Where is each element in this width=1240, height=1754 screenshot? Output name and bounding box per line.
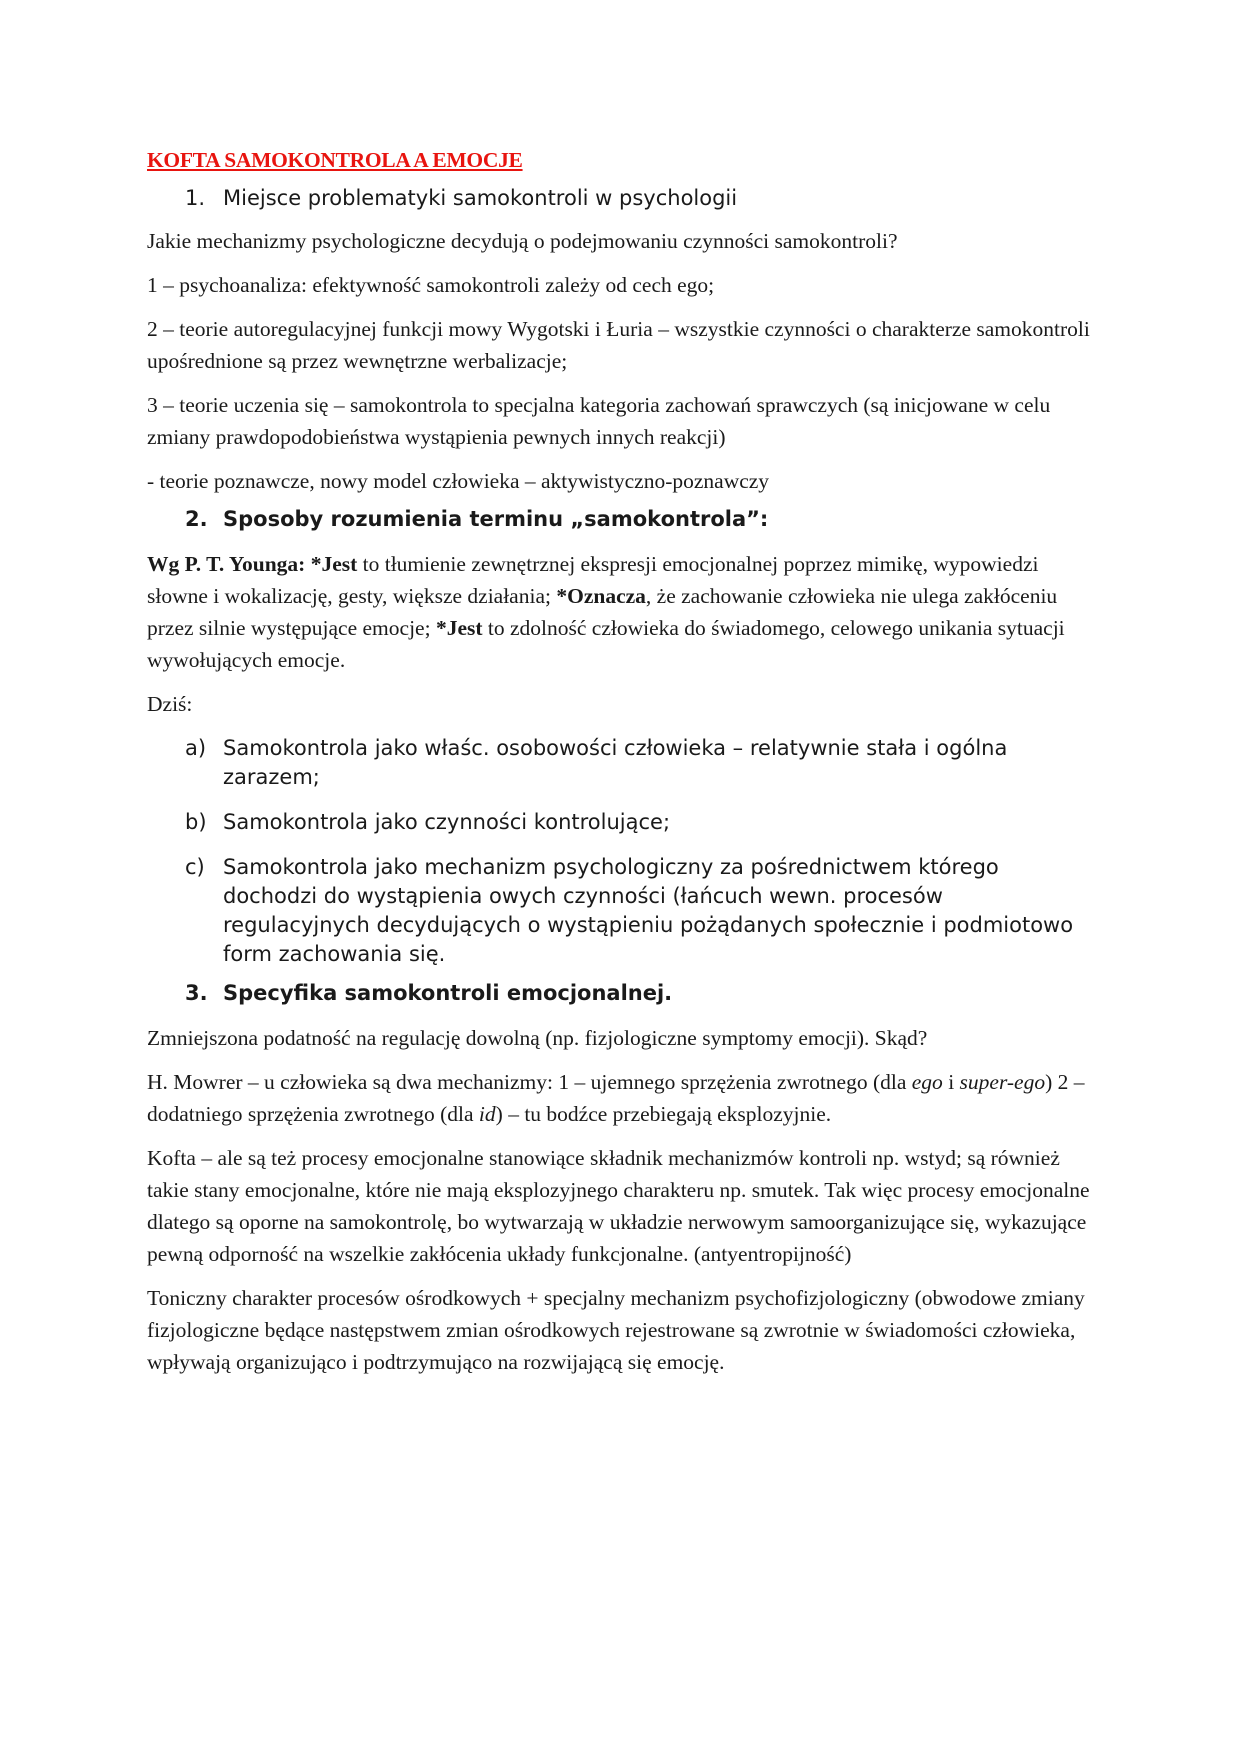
- document-body: [147, 146, 1092, 1378]
- list-item-a: [147, 734, 1092, 792]
- paragraph-toniczny: Toniczny charakter procesów ośrodkowych + specjalny mechanizm psychofizjologiczny (obwodowe zmiany fizjologiczne będące następstwem zmian ośrodkowych rejestrowane są zwrotnie w świadomości człowieka, wpływają organizująco i podtrzymująco na rozwijającą się emocję.: [147, 1286, 1085, 1374]
- section-heading-1: [147, 184, 1092, 213]
- term-superego: super-ego: [959, 1070, 1046, 1094]
- paragraph-mowrer: [147, 1066, 1092, 1130]
- paragraph-kofta: Kofta – ale są też procesy emocjonalne stanowiące składnik mechanizmów kontroli np. wstyd; są również takie stany emocjonalne, które nie mają eksplozyjnego charakteru np. smutek. Tak więc procesy emocjonalne dlatego są oporne na samokontrolę, bo wytwarzają w układzie nerwowym samoorganizujące się, wykazujące pewną odporność na wszelkie zakłócenia układy funkcjonalne. (antyentropijność): [147, 1146, 1090, 1266]
- young-label: Wg P. T. Younga:: [147, 552, 311, 576]
- term-ego: ego: [911, 1070, 943, 1094]
- mowrer-text-d: ) – tu bodźce przebiegają eksplozyjnie.: [495, 1102, 832, 1126]
- section-title: Specyfika samokontroli emocjonalnej.: [223, 981, 673, 1005]
- list-letter: b): [185, 810, 207, 834]
- list-text: Samokontrola jako właśc. osobowości człowieka – relatywnie stała i ogólna zarazem;: [223, 736, 1008, 789]
- document-title: KOFTA SAMOKONTROLA A EMOCJE: [147, 148, 523, 172]
- list-text: Samokontrola jako czynności kontrolujące;: [223, 810, 671, 834]
- paragraph-psychoanalysis: 1 – psychoanaliza: efektywność samokontroli zależy od cech ego;: [147, 273, 715, 297]
- paragraph-young: [147, 548, 1092, 676]
- paragraph-vygotsky: 2 – teorie autoregulacyjnej funkcji mowy Wygotski i Łuria – wszystkie czynności o charakterze samokontroli upośrednione są przez wewnętrzne werbalizacje;: [147, 317, 1090, 373]
- list-item-c: [147, 853, 1092, 969]
- section-number: 3.: [185, 981, 208, 1005]
- young-mark-2: *Oznacza: [556, 584, 646, 608]
- young-mark-1: *Jest: [310, 552, 358, 576]
- section-title: Miejsce problematyki samokontroli w psychologii: [223, 186, 738, 210]
- section-heading-2: [147, 505, 1092, 534]
- mowrer-text-b: i: [942, 1070, 960, 1094]
- mowrer-text-a: H. Mowrer – u człowieka są dwa mechanizmy: 1 – ujemnego sprzężenia zwrotnego (dla: [147, 1070, 912, 1094]
- paragraph-learning: 3 – teorie uczenia się – samokontrola to specjalna kategoria zachowań sprawczych (są inicjowane w celu zmiany prawdopodobieństwa wystąpienia pewnych innych reakcji): [147, 393, 1051, 449]
- term-id: id: [478, 1102, 496, 1126]
- section-number: 2.: [185, 507, 208, 531]
- list-text: Samokontrola jako mechanizm psychologiczny za pośrednictwem którego dochodzi do wystąpienia owych czynności (łańcuch wewn. procesów regulacyjnych decydujących o wystąpieniu pożądanych społecznie i podmiotowo form zachowania się.: [223, 855, 1074, 966]
- paragraph-question: Jakie mechanizmy psychologiczne decydują o podejmowaniu czynności samokontroli?: [147, 229, 898, 253]
- young-text-3: to zdolność człowieka do świadomego, celowego unikania sytuacji wywołujących emocje.: [147, 616, 1065, 672]
- paragraph-today: Dziś:: [147, 692, 193, 716]
- section-number: 1.: [185, 186, 206, 210]
- list-letter: c): [185, 855, 205, 879]
- paragraph-regulation: Zmniejszona podatność na regulację dowolną (np. fizjologiczne symptomy emocji). Skąd?: [147, 1026, 928, 1050]
- section-title: Sposoby rozumienia terminu „samokontrola”:: [223, 507, 769, 531]
- young-text-2: , że zachowanie człowieka nie ulega zakłóceniu przez silnie występujące emocje;: [147, 584, 1058, 640]
- list-letter: a): [185, 736, 207, 760]
- list-item-b: [147, 808, 1092, 837]
- mowrer-text-c: ) 2 – dodatniego sprzężenia zwrotnego (dla: [147, 1070, 1085, 1126]
- young-text-1: to tłumienie zewnętrznej ekspresji emocjonalnej poprzez mimikę, wypowiedzi słowne i wokalizację, gesty, większe działania;: [147, 552, 1039, 608]
- section-heading-3: [147, 979, 1092, 1008]
- young-mark-3: *Jest: [435, 616, 483, 640]
- paragraph-cognitive: - teorie poznawcze, nowy model człowieka – aktywistyczno-poznawczy: [147, 469, 770, 493]
